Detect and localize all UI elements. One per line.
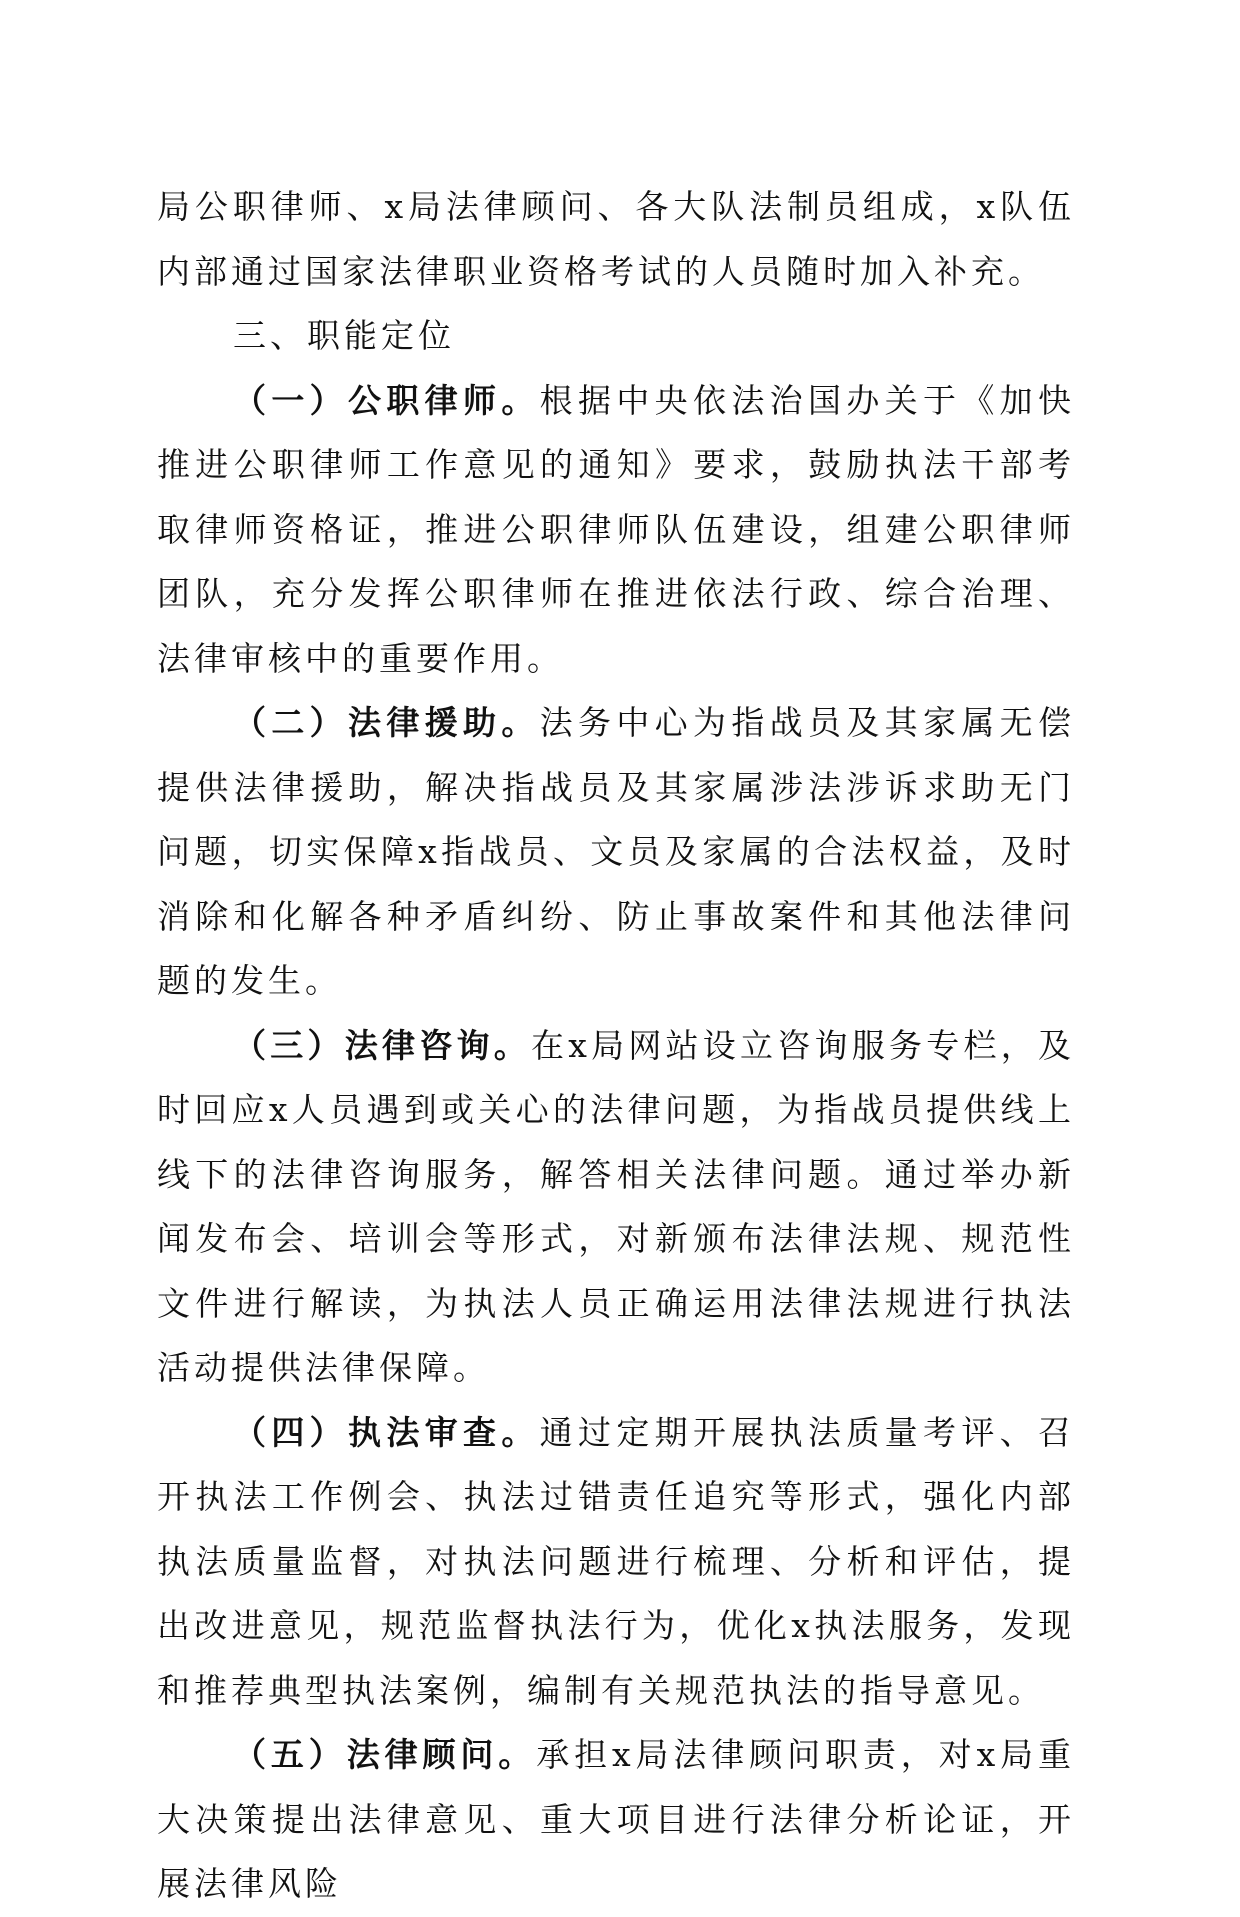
item-paragraph-1 <box>157 369 1075 692</box>
item-lead-5: （五）法律顾问。 <box>233 1735 537 1774</box>
item-lead-2: （二）法律援助。 <box>233 703 540 742</box>
document-body <box>157 175 1075 1917</box>
item-lead-3: （三）法律咨询。 <box>233 1025 531 1065</box>
item-text-2: 法务中心为指战员及其家属无偿提供法律援助，解决指战员及其家属涉法涉诉求助无门问题，切实保障x指战员、文员及家属的合法权益，及时消除和化解各种矛盾纠纷、防止事故案件和其他法律问题的发生。 <box>157 703 1076 1000</box>
item-paragraph-4 <box>157 1401 1075 1724</box>
item-paragraph-3 <box>157 1014 1075 1401</box>
item-lead-4: （四）执法审查。 <box>233 1412 540 1452</box>
item-paragraph-2 <box>157 691 1075 1014</box>
item-lead-1: （一）公职律师。 <box>233 380 540 420</box>
item-text-5: 承担x局法律顾问职责，对x局重大决策提出法律意见、重大项目进行法律分析论证，开展法律风险 <box>157 1735 1075 1903</box>
continuation-paragraph: 局公职律师、x局法律顾问、各大队法制员组成，x队伍内部通过国家法律职业资格考试的人员随时加入补充。 <box>157 187 1075 291</box>
item-text-3: 在x局网站设立咨询服务专栏，及时回应x人员遇到或关心的法律问题，为指战员提供线上线下的法律咨询服务，解答相关法律问题。通过举办新闻发布会、培训会等形式，对新颁布法律法规、规范性文件进行解读，为执法人员正确运用法律法规进行执法活动提供法律保障。 <box>157 1025 1076 1387</box>
item-text-4: 通过定期开展执法质量考评、召开执法工作例会、执法过错责任追究等形式，强化内部执法质量监督，对执法问题进行梳理、分析和评估，提出改进意见，规范监督执法行为，优化x执法服务，发现和推荐典型执法案例，编制有关规范执法的指导意见。 <box>157 1412 1076 1710</box>
section-heading: 三、职能定位 <box>233 316 455 355</box>
item-paragraph-5 <box>157 1723 1075 1917</box>
item-text-1: 根据中央依法治国办关于《加快推进公职律师工作意见的通知》要求，鼓励执法干部考取律师资格证，推进公职律师队伍建设，组建公职律师团队，充分发挥公职律师在推进依法行政、综合治理、法律审核中的重要作用。 <box>157 380 1076 678</box>
